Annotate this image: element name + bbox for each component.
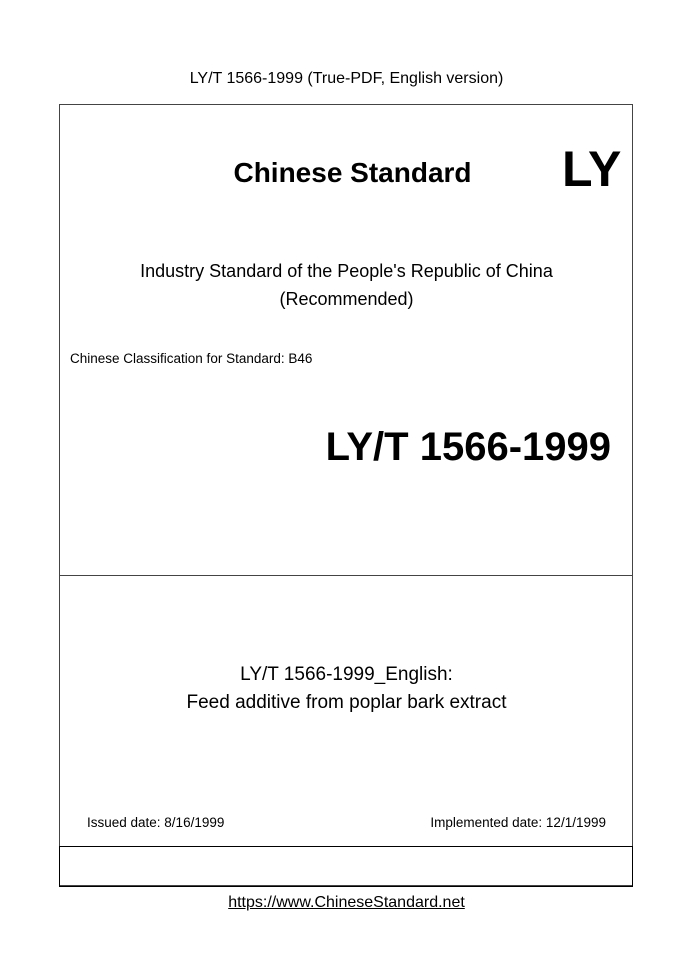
cover-title: Chinese Standard (233, 157, 472, 188)
doc-title-line-1: LY/T 1566-1999_English: (240, 664, 453, 685)
classification-text: Chinese Classification for Standard: B46 (70, 351, 313, 366)
cover-frame (59, 104, 633, 886)
implemented-date: Implemented date: 12/1/1999 (430, 815, 606, 830)
cover-bottom-box (59, 846, 633, 887)
standard-number: LY/T 1566-1999 (325, 425, 611, 469)
page-header: LY/T 1566-1999 (True-PDF, English version) (189, 70, 504, 87)
industry-mark: LY (562, 141, 622, 197)
subtitle-line-2: (Recommended) (279, 289, 414, 309)
document-title (0, 661, 693, 717)
website-link[interactable]: https://www.ChineseStandard.net (228, 894, 465, 911)
issued-date: Issued date: 8/16/1999 (87, 815, 225, 830)
cover-subtitle (0, 257, 693, 313)
doc-title-line-2: Feed additive from poplar bark extract (186, 692, 507, 713)
cover-divider (59, 575, 633, 576)
subtitle-line-1: Industry Standard of the People's Republic of China (140, 261, 553, 281)
